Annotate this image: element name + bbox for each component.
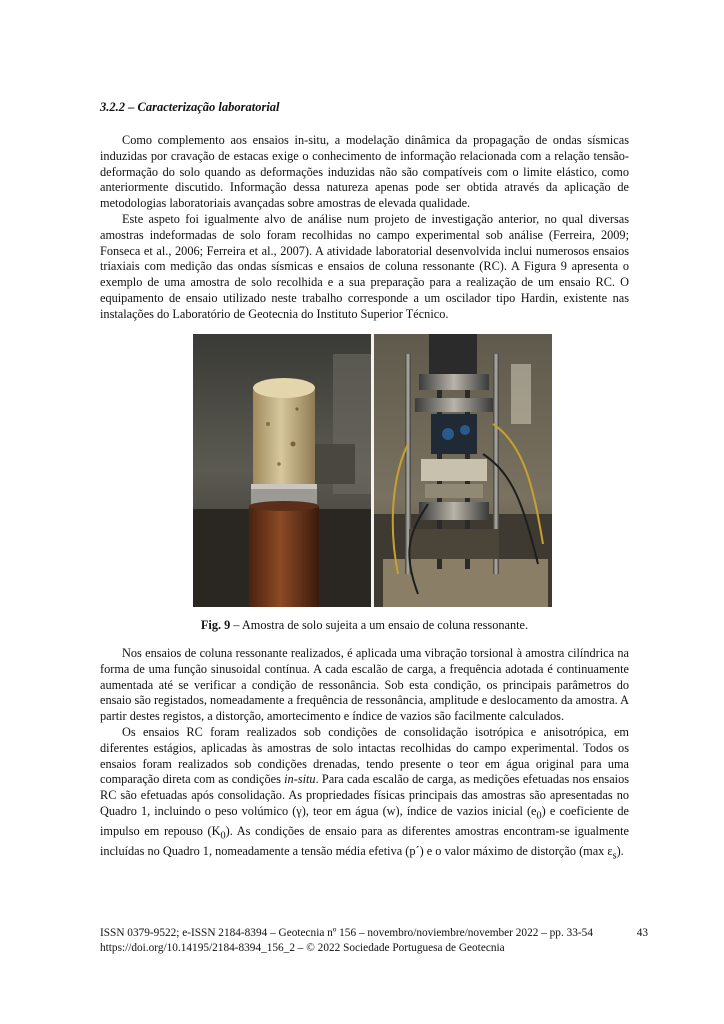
section-heading: 3.2.2 – Caracterização laboratorial (100, 100, 280, 114)
paragraph-4: Os ensaios RC foram realizados sob condições de consolidação isotrópica e anisotrópica, em diferentes estágios, aplicadas às amostras de solo intactas recolhidas do campo experimental. Todos os ensaios foram realizados sob condições drenadas, tendo presente o teor em água original para uma comparação direta com as condições in-situ. Para cada escalão de carga, as medições efetuadas nos ensaios RC são efetuadas após consolidação. As propriedades físicas principais das amostras são apresentadas no Quadro 1, incluindo o peso volúmico (γ), teor em água (w), índice de vazios inicial $(e_0)$ e coeficiente de impulso em repouso $(K_0)$. As condições de ensaio para as diferentes amostras encontram-se igualmente incluídas no Quadro 1, nomeadamente a tensão média efetiva (p´) e o valor máximo de distorção (max $\varepsilon_s$). (100, 724, 629, 862)
resonant-column-apparatus-photo (374, 334, 552, 607)
body-text-top (100, 133, 629, 323)
figure-9-image (193, 334, 552, 607)
paragraph-3: Nos ensaios de coluna ressonante realizados, é aplicada uma vibração torsional à amostra cilíndrica na forma de uma função sinusoidal contínua. A cada escalão de carga, a frequência adotada é continuamente aumentada até se verificar a condição de ressonância. Sob esta condição, os principais parâmetros do ensaio são registados, nomeadamente a frequência de ressonância, amplitude e deslocamento da amostra. A partir destes registos, a distorção, amortecimento e índice de vazios são facilmente calculados. (100, 646, 629, 724)
figure-label: Fig. 9 (200, 618, 231, 632)
footer-issn-line: ISSN 0379-9522; e-ISSN 2184-8394 – Geotecnia nº 156 – novembro/noviembre/november 2022 – pp. 33-54 (100, 927, 593, 939)
paragraph-1: Como complemento aos ensaios in-situ, a modelação dinâmica da propagação de ondas sísmicas induzidas por cravação de estacas exige o conhecimento de informação relacionada com a relação tensão-deformação do solo quando as deformações induzidas não são compatíveis com o limite elástico, como anteriormente discutido. Informação dessa natureza apenas pode ser obtida através da aplicação de metodologias laboratoriais avançadas sobre amostras de elevada qualidade. (100, 133, 629, 211)
figure-caption (100, 618, 629, 633)
body-text-bottom (100, 646, 629, 865)
page-footer (100, 926, 648, 956)
paragraph-2: Este aspeto foi igualmente alvo de análise num projeto de investigação anterior, no qual diversas amostras indeformadas de solo foram recolhidas no campo experimental sob análise (Ferreira, 2009; Fonseca et al., 2006; Ferreira et al., 2007). A atividade laboratorial desenvolvida inclui numerosos ensaios triaxiais com medição das ondas sísmicas e ensaios de coluna ressonante (RC). A Figura 9 apresenta o exemplo de uma amostra de solo recolhida e a sua preparação para a realização de um ensaio RC. O equipamento de ensaio utilizado neste trabalho corresponde a um oscilador tipo Hardin, existente nas instalações do Laboratório de Geotecnia do Instituto Superior Técnico. (100, 211, 629, 321)
footer-doi-line: https://doi.org/10.14195/2184-8394_156_2 – © 2022 Sociedade Portuguesa de Geotecnia (100, 942, 505, 954)
page-number: 43 (636, 927, 648, 939)
soil-sample-photo (193, 334, 371, 607)
figure-9-photographs (193, 334, 552, 607)
figure-caption-text: – Amostra de solo sujeita a um ensaio de coluna ressonante. (230, 618, 529, 632)
